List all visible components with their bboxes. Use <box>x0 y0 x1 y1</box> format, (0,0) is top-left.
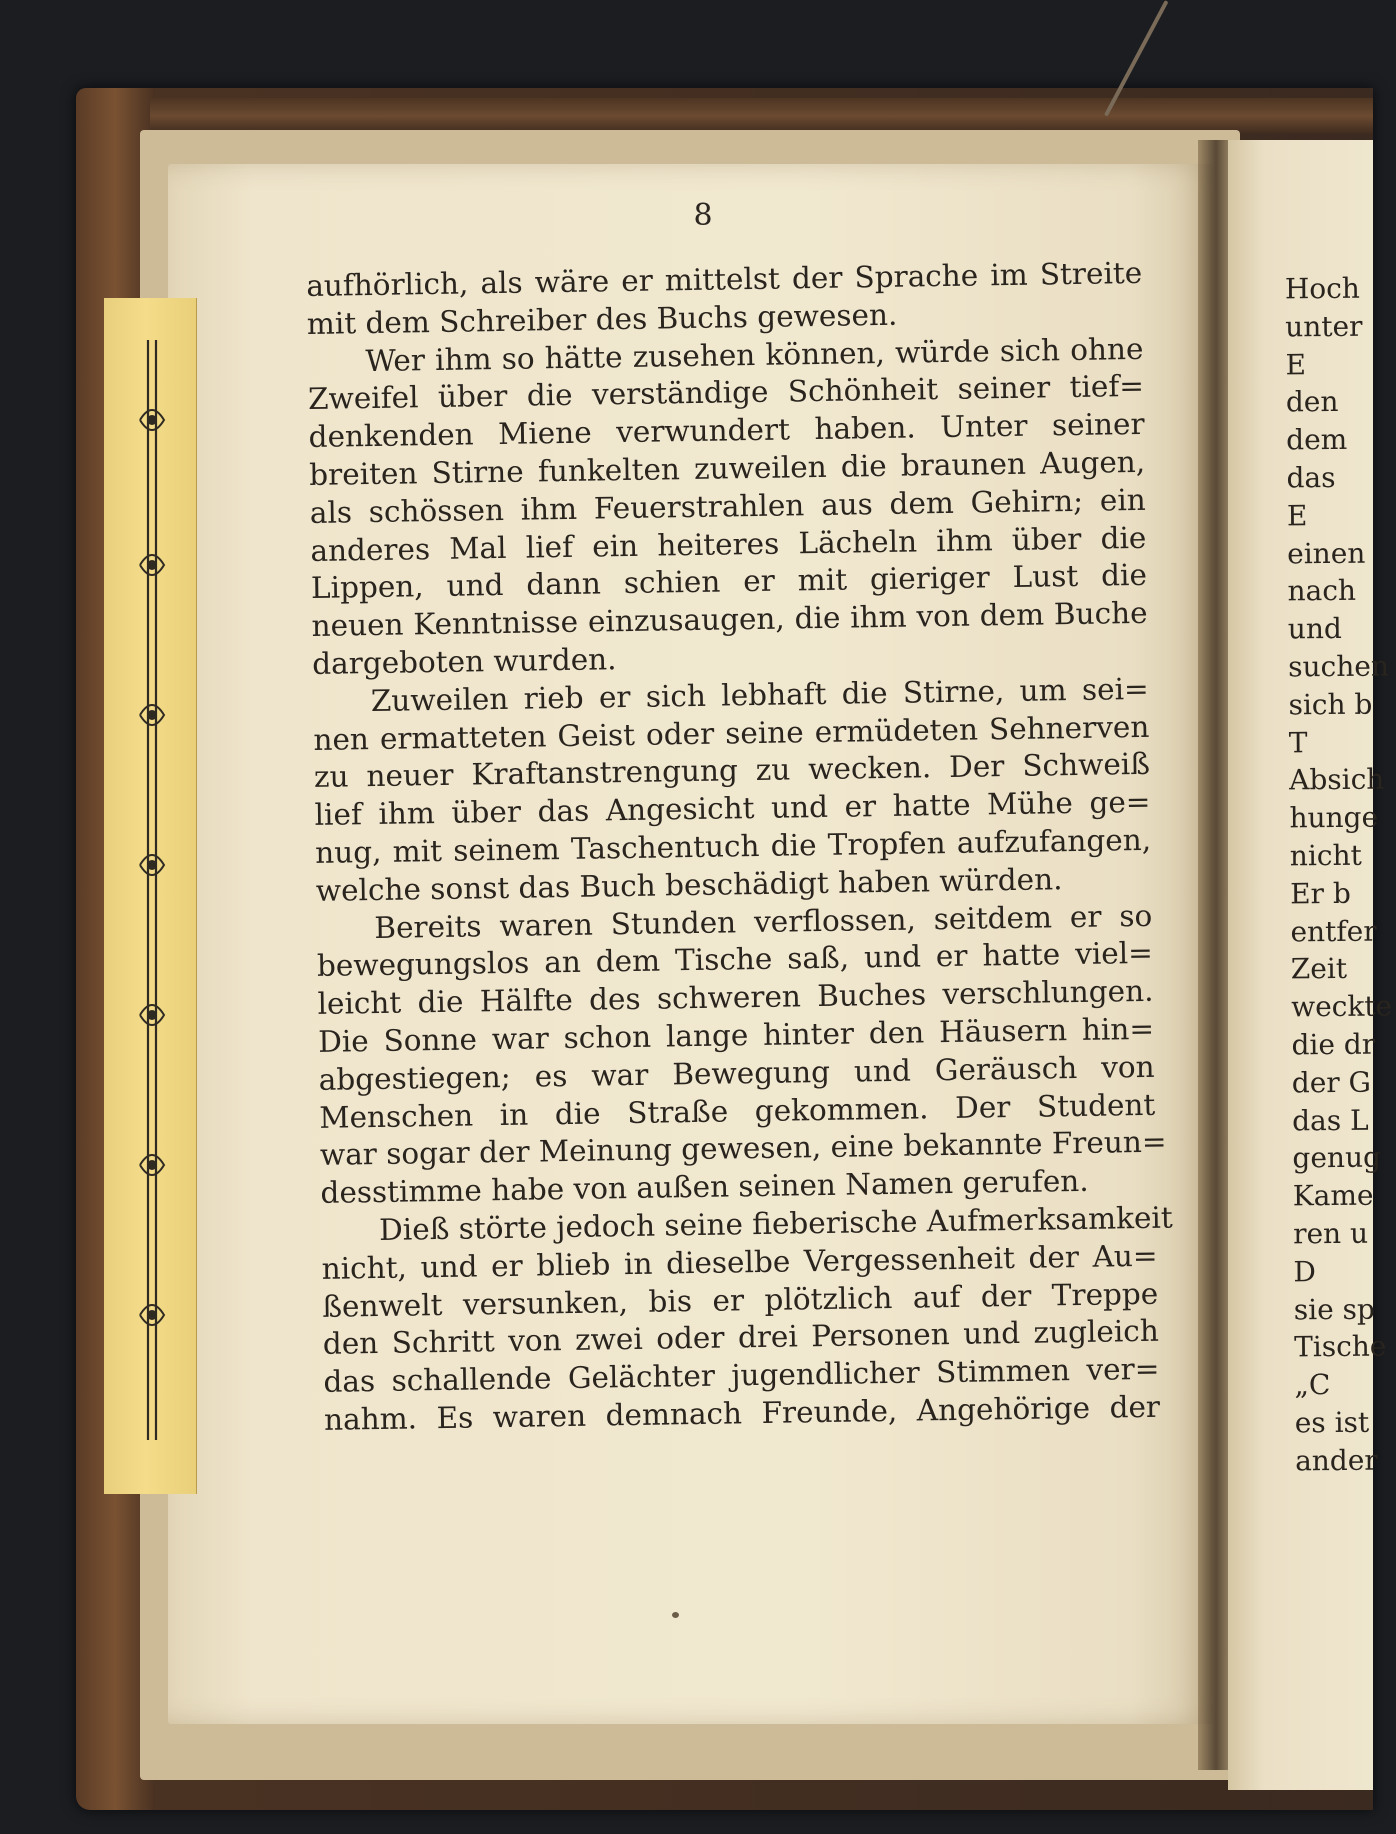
text-fragment: ander <box>1294 1443 1378 1478</box>
text-line: bewegungslos an dem Tische saß, und er hatte viel= <box>316 936 1154 984</box>
text-line: Dieß störte jedoch seine fieberische Aufmerksamkeit <box>378 1200 1173 1247</box>
text-line: neuen Kenntnisse einzusaugen, die ihm von dem Buche <box>311 595 1148 644</box>
text-fragment: T <box>1288 725 1308 759</box>
text-line: anderes Mal lief ein heiteres Lächeln ihm über die <box>310 520 1147 568</box>
text-fragment: D <box>1293 1254 1317 1289</box>
text-fragment: Absich <box>1289 762 1385 797</box>
text-line: lief ihm über das Angesicht und er hatte Mühe ge= <box>314 784 1151 833</box>
left-page-text <box>306 255 1173 1440</box>
text-line: den Schritt von zwei oder drei Personen und zugleich <box>322 1314 1160 1362</box>
text-line: dargeboten wurden. <box>311 642 617 681</box>
text-fragment: Kame <box>1292 1178 1374 1213</box>
text-line: desstimme habe von außen seinen Namen gerufen. <box>320 1163 1089 1211</box>
text-line: mit dem Schreiber des Buchs gewesen. <box>306 297 898 341</box>
text-line: nen ermatteten Geist oder seine ermüdeten Sehnerven <box>313 709 1150 757</box>
paper-speck <box>672 1612 679 1618</box>
text-line: Lippen, und dann schien er mit gieriger Lust die <box>310 558 1148 606</box>
book-top-edge <box>150 98 1373 134</box>
text-line: nicht, und er blieb in dieselbe Vergessenheit der Au= <box>321 1238 1158 1286</box>
text-line: war sogar der Meinung gewesen, eine bekannte Freun= <box>319 1124 1167 1173</box>
text-fragment: E <box>1286 499 1308 533</box>
text-fragment: Tische <box>1293 1329 1387 1364</box>
right-page-text-fragments <box>1284 270 1393 1480</box>
text-fragment: „C <box>1294 1368 1331 1402</box>
text-fragment: Er b <box>1290 876 1351 911</box>
text-line: leicht die Hälfte des schweren Buches verschlungen. <box>317 973 1154 1022</box>
bookmark-ornament-icon <box>136 330 176 1450</box>
text-line: Wer ihm so hätte zusehen können, würde sich ohne <box>365 331 1144 378</box>
text-line: abgestiegen; es war Bewegung und Geräusch von <box>318 1049 1155 1097</box>
text-fragment: sich b <box>1288 687 1373 722</box>
text-line: als schössen ihm Feuerstrahlen aus dem Gehirn; ein <box>309 482 1147 530</box>
text-fragment: dem <box>1286 423 1348 457</box>
text-fragment: es ist <box>1294 1405 1370 1440</box>
text-line: Bereits waren Stunden verflossen, seitdem er so <box>374 898 1153 945</box>
text-fragment: Zeit <box>1290 952 1348 986</box>
text-line: nahm. Es waren demnach Freunde, Angehörige der <box>323 1389 1161 1437</box>
text-line: nug, mit seinem Taschentuch die Tropfen aufzufangen, <box>314 822 1152 870</box>
text-line: Zweifel über die verständige Schönheit seiner tief= <box>307 369 1145 417</box>
text-line: breiten Stirne funkelten zuweilen die braunen Augen, <box>308 444 1146 492</box>
text-fragment: unter <box>1285 309 1363 344</box>
text-fragment: genug <box>1292 1140 1382 1175</box>
text-fragment: nicht <box>1289 838 1362 873</box>
text-line: das schallende Gelächter jugendlicher Stimmen ver= <box>323 1351 1160 1399</box>
text-fragment: das L <box>1291 1103 1369 1137</box>
text-line: ßenwelt versunken, bis er plötzlich auf der Treppe <box>322 1276 1159 1324</box>
text-fragment: sie sp <box>1293 1292 1376 1326</box>
text-fragment: hunge <box>1289 800 1379 835</box>
text-line: aufhörlich, als wäre er mittelst der Sprache im Streite <box>306 255 1143 303</box>
text-fragment: nach <box>1287 574 1357 608</box>
text-line: zu neuer Kraftanstrengung zu wecken. Der Schweiß <box>313 747 1151 795</box>
text-fragment: einen <box>1287 536 1366 570</box>
text-fragment: der G <box>1291 1065 1372 1100</box>
text-fragment: den <box>1285 385 1339 419</box>
text-line: Zuweilen rieb er sich lebhaft die Stirne, um sei= <box>370 671 1149 718</box>
text-fragment: Hoch <box>1284 271 1361 306</box>
text-line: denkenden Miene verwundert haben. Unter seiner <box>308 407 1145 455</box>
text-fragment: und <box>1287 612 1342 646</box>
text-fragment: das <box>1286 460 1336 495</box>
page-number: 8 <box>693 198 713 233</box>
text-fragment: die dr <box>1291 1027 1376 1062</box>
text-fragment: entfer <box>1290 914 1377 948</box>
text-line: Menschen in die Straße gekommen. Der Student <box>319 1087 1156 1135</box>
text-fragment: suchen <box>1288 649 1390 684</box>
text-line: Die Sonne war schon lange hinter den Häusern hin= <box>317 1011 1155 1059</box>
text-line: welche sonst das Buch beschädigt haben würden. <box>315 861 1063 908</box>
text-fragment: ren u <box>1292 1216 1369 1251</box>
text-fragment: E <box>1285 347 1307 382</box>
text-fragment: weckte <box>1291 989 1393 1024</box>
